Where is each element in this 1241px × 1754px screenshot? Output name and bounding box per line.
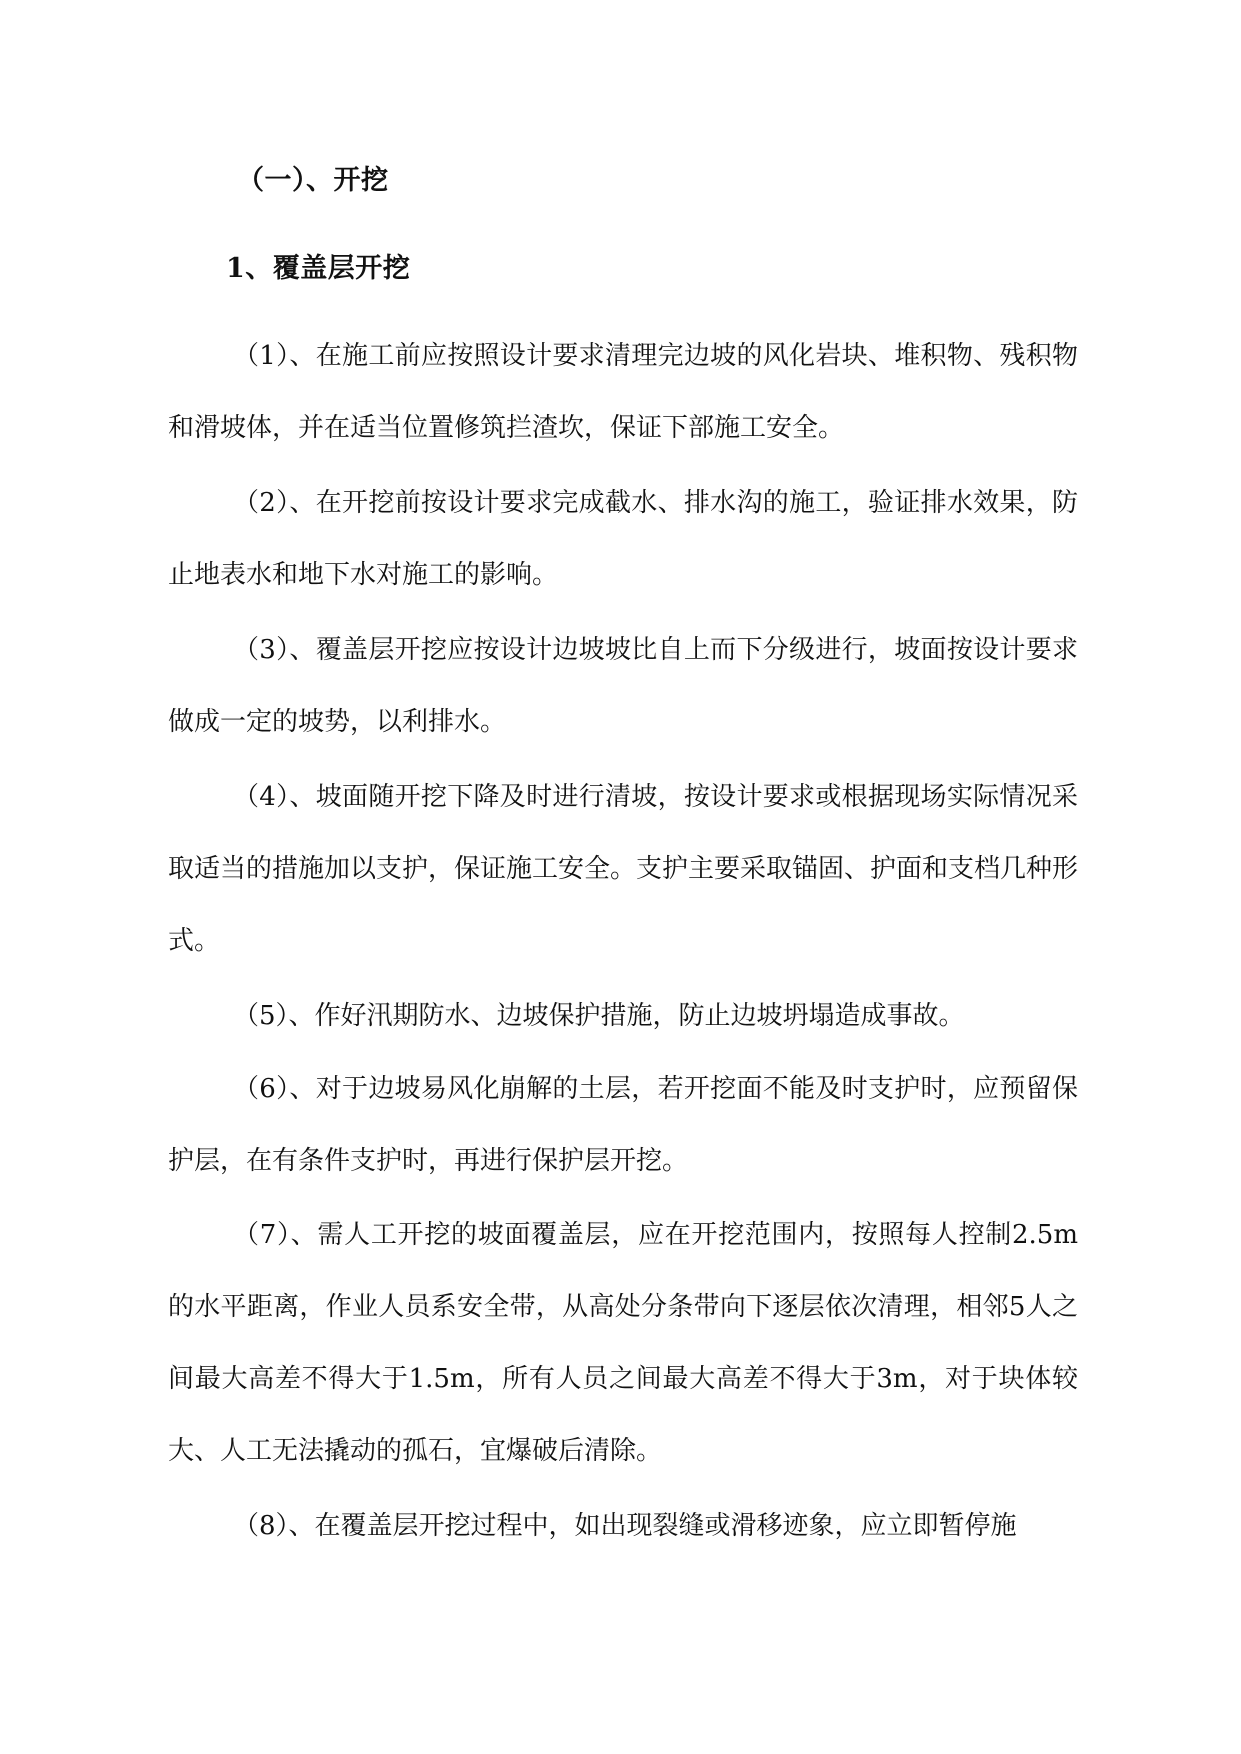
section-heading: （一）、开挖 bbox=[237, 165, 389, 196]
paragraph-8: （8）、在覆盖层开挖过程中，如出现裂缝或滑移迹象，应立即暂停施 bbox=[233, 1511, 1017, 1541]
paragraph-2: （2）、在开挖前按设计要求完成截水、排水沟的施工，验证排水效果，防止地表水和地下水对施工的影响。 bbox=[168, 488, 1078, 590]
paragraph-7: （7）、需人工开挖的坡面覆盖层，应在开挖范围内，按照每人控制2.5m的水平距离，作业人员系安全带，从高处分条带向下逐层依次清理，相邻5人之间最大高差不得大于1.5m，所有人员之间最大高差不得大于3m，对于块体较大、人工无法撬动的孤石，宜爆破后清除。 bbox=[168, 1220, 1078, 1466]
paragraph-5: （5）、作好汛期防水、边坡保护措施，防止边坡坍塌造成事故。 bbox=[233, 1001, 965, 1031]
paragraph-1: （1）、在施工前应按照设计要求清理完边坡的风化岩块、堆积物、残积物和滑坡体，并在适当位置修筑拦渣坎，保证下部施工安全。 bbox=[168, 341, 1078, 443]
paragraph-6: （6）、对于边坡易风化崩解的土层，若开挖面不能及时支护时，应预留保护层，在有条件支护时，再进行保护层开挖。 bbox=[168, 1074, 1078, 1176]
subsection-heading: 1、覆盖层开挖 bbox=[226, 253, 411, 284]
paragraph-3: （3）、覆盖层开挖应按设计边坡坡比自上而下分级进行，坡面按设计要求做成一定的坡势，以利排水。 bbox=[168, 635, 1078, 737]
paragraph-4: （4）、坡面随开挖下降及时进行清坡，按设计要求或根据现场实际情况采取适当的措施加以支护，保证施工安全。支护主要采取锚固、护面和支档几种形式。 bbox=[168, 782, 1079, 956]
